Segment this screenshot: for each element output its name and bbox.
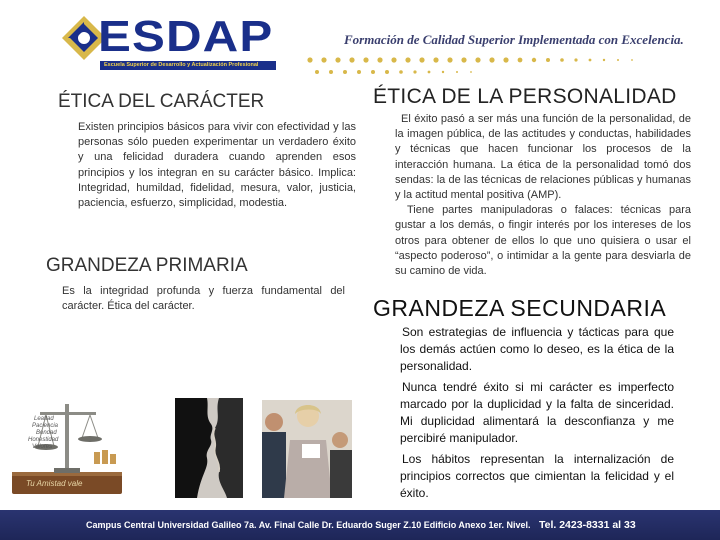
grandeza-primaria-body: Es la integridad profunda y fuerza fundamental del carácter. Ética del carácter. <box>62 285 345 313</box>
footer <box>0 510 720 540</box>
footer-address: Campus Central Universidad Galileo 7a. Av. Final Calle Dr. Eduardo Suger Z.10 Edificio Anexo 1er. Nivel. <box>86 520 531 530</box>
grandeza-secundaria-title: GRANDEZA SECUNDARIA <box>373 295 667 321</box>
etica-personalidad-title: ÉTICA DE LA PERSONALIDAD <box>373 85 677 108</box>
scale-word-2: Paciencia <box>32 423 59 429</box>
etica-personalidad-body <box>395 112 691 279</box>
tagline: Formación de Calidad Superior Implementada con Excelencia. <box>344 32 684 47</box>
grandeza-secundaria-p1: Son estrategias de influencia y tácticas para que los demás actúen como lo deseo, es la ética de la personalidad. <box>400 325 674 373</box>
people-icon <box>262 400 352 498</box>
scale-word-1: Lealtad <box>34 416 54 422</box>
grandeza-secundaria-p2: Nunca tendré éxito si mi carácter es imperfecto marcado por la duplicidad y la falta de sinceridad. Mi duplicidad alimentará la desconfianza y me percibiré manipulador. <box>400 380 674 445</box>
header <box>0 0 720 82</box>
etica-personalidad-p2: Tiene partes manipuladoras o falaces: técnicas para gustar a los demás, o fingir interés por los intereses de los otros para obtener de ellos lo que uno quisiera o usar el “aspecto poderoso”, o intimidar a la gente para desviarla de su camino de vida. <box>395 204 691 278</box>
etica-caracter-title: ÉTICA DEL CARÁCTER <box>58 91 265 112</box>
people-photo <box>262 400 352 498</box>
scale-word-5: Valores <box>32 444 53 450</box>
footer-phone: Tel. 2423-8331 al 33 <box>538 519 636 531</box>
logo-subtitle: Escuela Superior de Desarrollo y Actualización Profesional <box>104 62 259 68</box>
footer-text <box>86 519 636 531</box>
profiles-icon <box>175 398 243 498</box>
scale-illustration <box>10 390 124 498</box>
decorative-dots <box>300 50 720 80</box>
esdap-logo <box>62 14 276 70</box>
scale-word-3: Bondad <box>36 430 57 436</box>
logo-text: ESDAP <box>98 12 274 61</box>
grandeza-primaria-title: GRANDEZA PRIMARIA <box>46 255 248 276</box>
etica-personalidad-p1: El éxito pasó a ser más una función de la personalidad, de la imagen pública, de las actitudes y conductas, habilidades y técnicas que hacen funcionar los procesos de la interacción humana. La ética de la personalidad tomó dos sendas: la de las técnicas de relaciones públicas y humanas y la actitud mental positiva (AMP). <box>395 113 691 202</box>
scale-caption: Tu Amistad vale <box>26 479 83 488</box>
scale-word-4: Honestidad <box>28 437 59 443</box>
grandeza-secundaria-p3: Los hábitos representan la internalización de principios correctos que cimientan la felicidad y el éxito. <box>400 452 674 500</box>
grandeza-secundaria-body <box>400 324 674 506</box>
etica-caracter-body: Existen principios básicos para vivir con efectividad y las personas sólo pueden experimentar un verdadero éxito y una felicidad duradera cuando aprenden esos principios y los integran en su carácter básico. Implica: Integridad, humildad, fidelidad, mesura, valor, justicia, paciencia, esfuerzo, simplicidad, modestia. <box>78 121 356 210</box>
profiles-photo <box>175 398 243 498</box>
